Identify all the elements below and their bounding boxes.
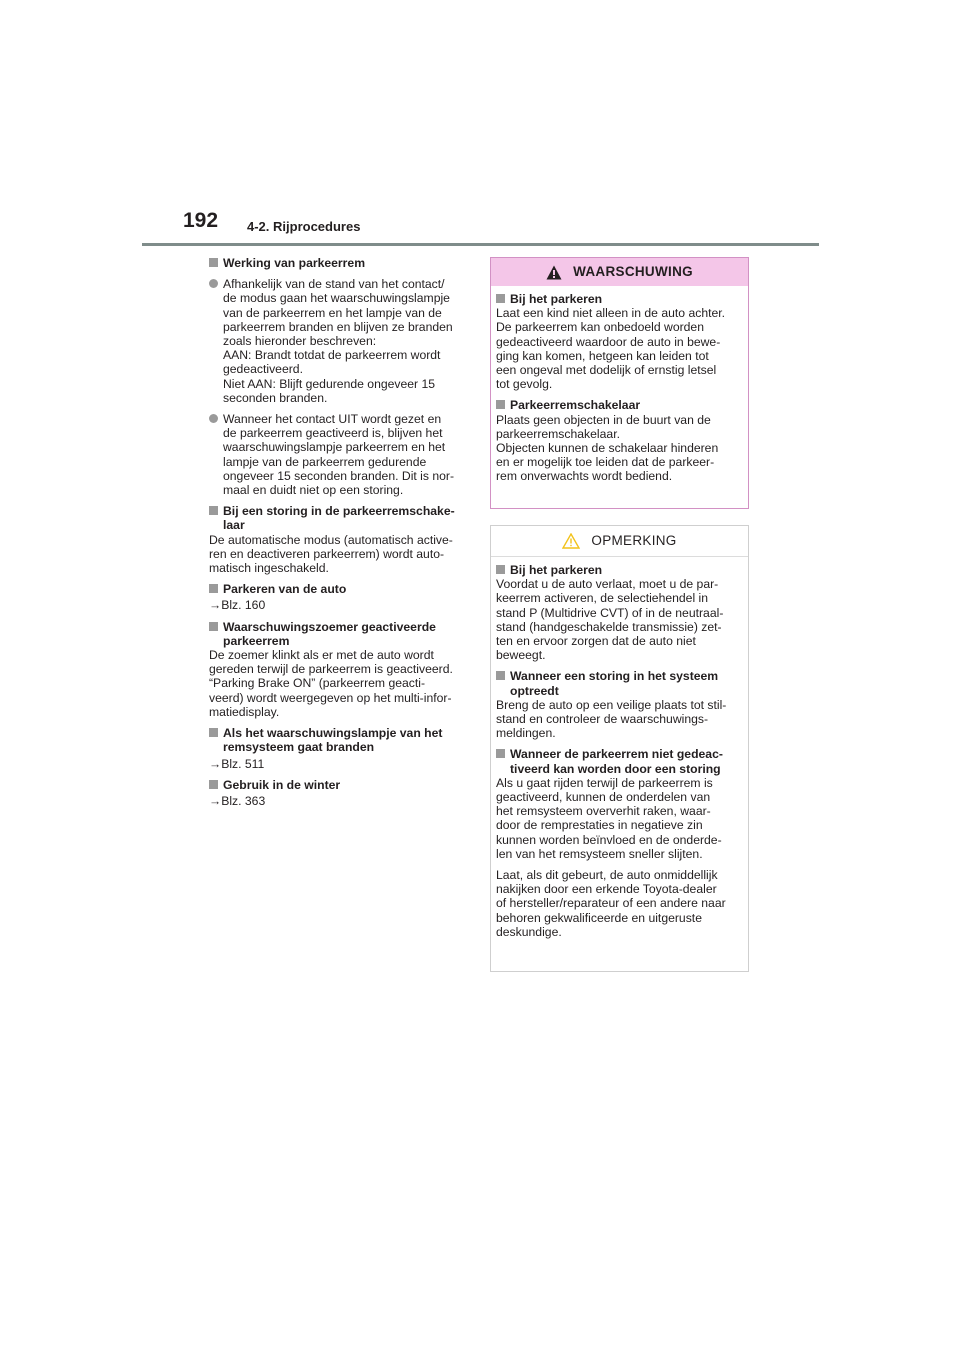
section-switch-malfunction: [209, 504, 469, 575]
paragraph: Plaats geen objecten in de buurt van de parkeerremschakelaar. Objecten kunnen de schakelaar hinderen en er mogelijk toe leiden dat de parkeer- rem onverwachts wordt bediend.: [496, 412, 719, 484]
page-reference-link[interactable]: →Blz. 511: [209, 756, 265, 771]
heading: Wanneer een storing in het systeem optreedt: [510, 669, 719, 698]
left-column: [209, 256, 469, 815]
page-number: 192: [183, 209, 219, 232]
heading: Bij het parkeren: [510, 563, 603, 577]
warning-triangle-icon: [546, 265, 562, 280]
heading: Parkeerremschakelaar: [510, 398, 641, 413]
square-bullet-icon: [209, 622, 218, 631]
section-parking: [209, 582, 469, 612]
square-bullet-icon: [496, 749, 505, 758]
heading: Bij het parkeren: [510, 292, 603, 306]
warning-box: [490, 257, 749, 509]
bullet-text: Afhankelijk van de stand van het contact/ de modus gaan het waarschuwingslampje van de parkeerrem en het lampje van de parkeerrem branden en blijven ze branden zoals hieronder beschreven: AAN: Brandt totdat de parkeerrem wordt gedeactiveerd. Niet AAN: Blijft gedurende ongeveer 15 seconden branden.: [223, 277, 453, 405]
paragraph: De zoemer klinkt als er met de auto wordt gereden terwijl de parkeerrem is geactiveerd. “Parking Brake ON” (parkeerrem geacti- veerd) wordt weergegeven op het multi-infor- matiedisplay.: [209, 648, 453, 719]
square-bullet-icon: [209, 728, 218, 737]
heading: Bij een storing in de parkeerremschake- laar: [223, 504, 455, 533]
paragraph: De automatische modus (automatisch active- ren en deactiveren parkeerrem) wordt auto- matisch ingeschakeld.: [209, 532, 453, 576]
square-bullet-icon: [496, 565, 505, 574]
paragraph: Als u gaat rijden terwijl de parkeerrem is geactiveerd, kunnen de onderdelen van het remsysteem oververhit raken, waar- door de remprestaties in negatieve zin kunnen worden beïnvloed en de onderde- len van het remsysteem sneller slijten.: [496, 775, 722, 861]
paragraph: Laat, als dit gebeurt, de auto onmiddellijk nakijken door een erkende Toyota-dealer of hersteller/reparateur of een andere naar behoren gekwalificeerde en uitgeruste deskundige.: [496, 868, 726, 939]
square-bullet-icon: [209, 780, 218, 789]
heading: Als het waarschuwingslampje van het remsysteem gaat branden: [223, 726, 443, 755]
square-bullet-icon: [209, 258, 218, 267]
bullet-text: Wanneer het contact UIT wordt gezet en de parkeerrem geactiveerd is, blijven het waarschuwingslampje parkeerrem en het lampje van de parkeerrem gedurende ongeveer 15 seconden branden. Dit is nor- maal en duidt niet op een storing.: [223, 412, 455, 498]
section-brake-warning-light: [209, 726, 469, 771]
square-bullet-icon: [496, 294, 505, 303]
page-reference-link[interactable]: →Blz. 160: [209, 598, 266, 613]
section-winter-use: [209, 778, 469, 808]
page-reference-link[interactable]: →Blz. 363: [209, 793, 266, 808]
note-title: OPMERKING: [591, 532, 677, 548]
square-bullet-icon: [496, 671, 505, 680]
note-box: [490, 525, 749, 972]
square-bullet-icon: [209, 584, 218, 593]
square-bullet-icon: [209, 506, 218, 515]
header-rule: [142, 243, 819, 246]
heading: Werking van parkeerrem: [223, 256, 366, 270]
square-bullet-icon: [496, 400, 505, 409]
heading: Wanneer de parkeerrem niet gedeac- tiveerd kan worden door een storing: [510, 747, 723, 776]
circle-bullet-icon: [209, 279, 218, 288]
section-parking-brake-operation: [209, 256, 469, 270]
heading: Gebruik in de winter: [223, 777, 341, 792]
paragraph: Breng de auto op een veilige plaats tot stil- stand en controleer de waarschuwings- meldingen.: [496, 697, 727, 741]
heading: Parkeren van de auto: [223, 582, 347, 597]
warning-title-bar: [491, 258, 748, 286]
note-title-bar: [491, 526, 748, 557]
section-warning-buzzer: [209, 620, 469, 719]
caution-triangle-icon: [562, 533, 580, 549]
warning-title: WAARSCHUWING: [573, 263, 693, 279]
heading: Waarschuwingszoemer geactiveerde parkeerrem: [223, 619, 436, 648]
section-title: 4-2. Rijprocedures: [247, 219, 361, 234]
paragraph: Laat een kind niet alleen in de auto achter. De parkeerrem kan onbedoeld worden gedeactiveerd waardoor de auto in bewe- ging kan komen, hetgeen kan leiden tot een ongeval met dodelijk of ernstig letsel tot gevolg.: [496, 306, 726, 392]
paragraph: Voordat u de auto verlaat, moet u de par- keerrem activeren, de selectiehendel in stand P (Multidrive CVT) of in de neutraal- stand (handgeschakelde transmissie) zet- ten en ervoor zorgen dat de auto niet beweegt.: [496, 577, 724, 663]
circle-bullet-icon: [209, 414, 218, 423]
